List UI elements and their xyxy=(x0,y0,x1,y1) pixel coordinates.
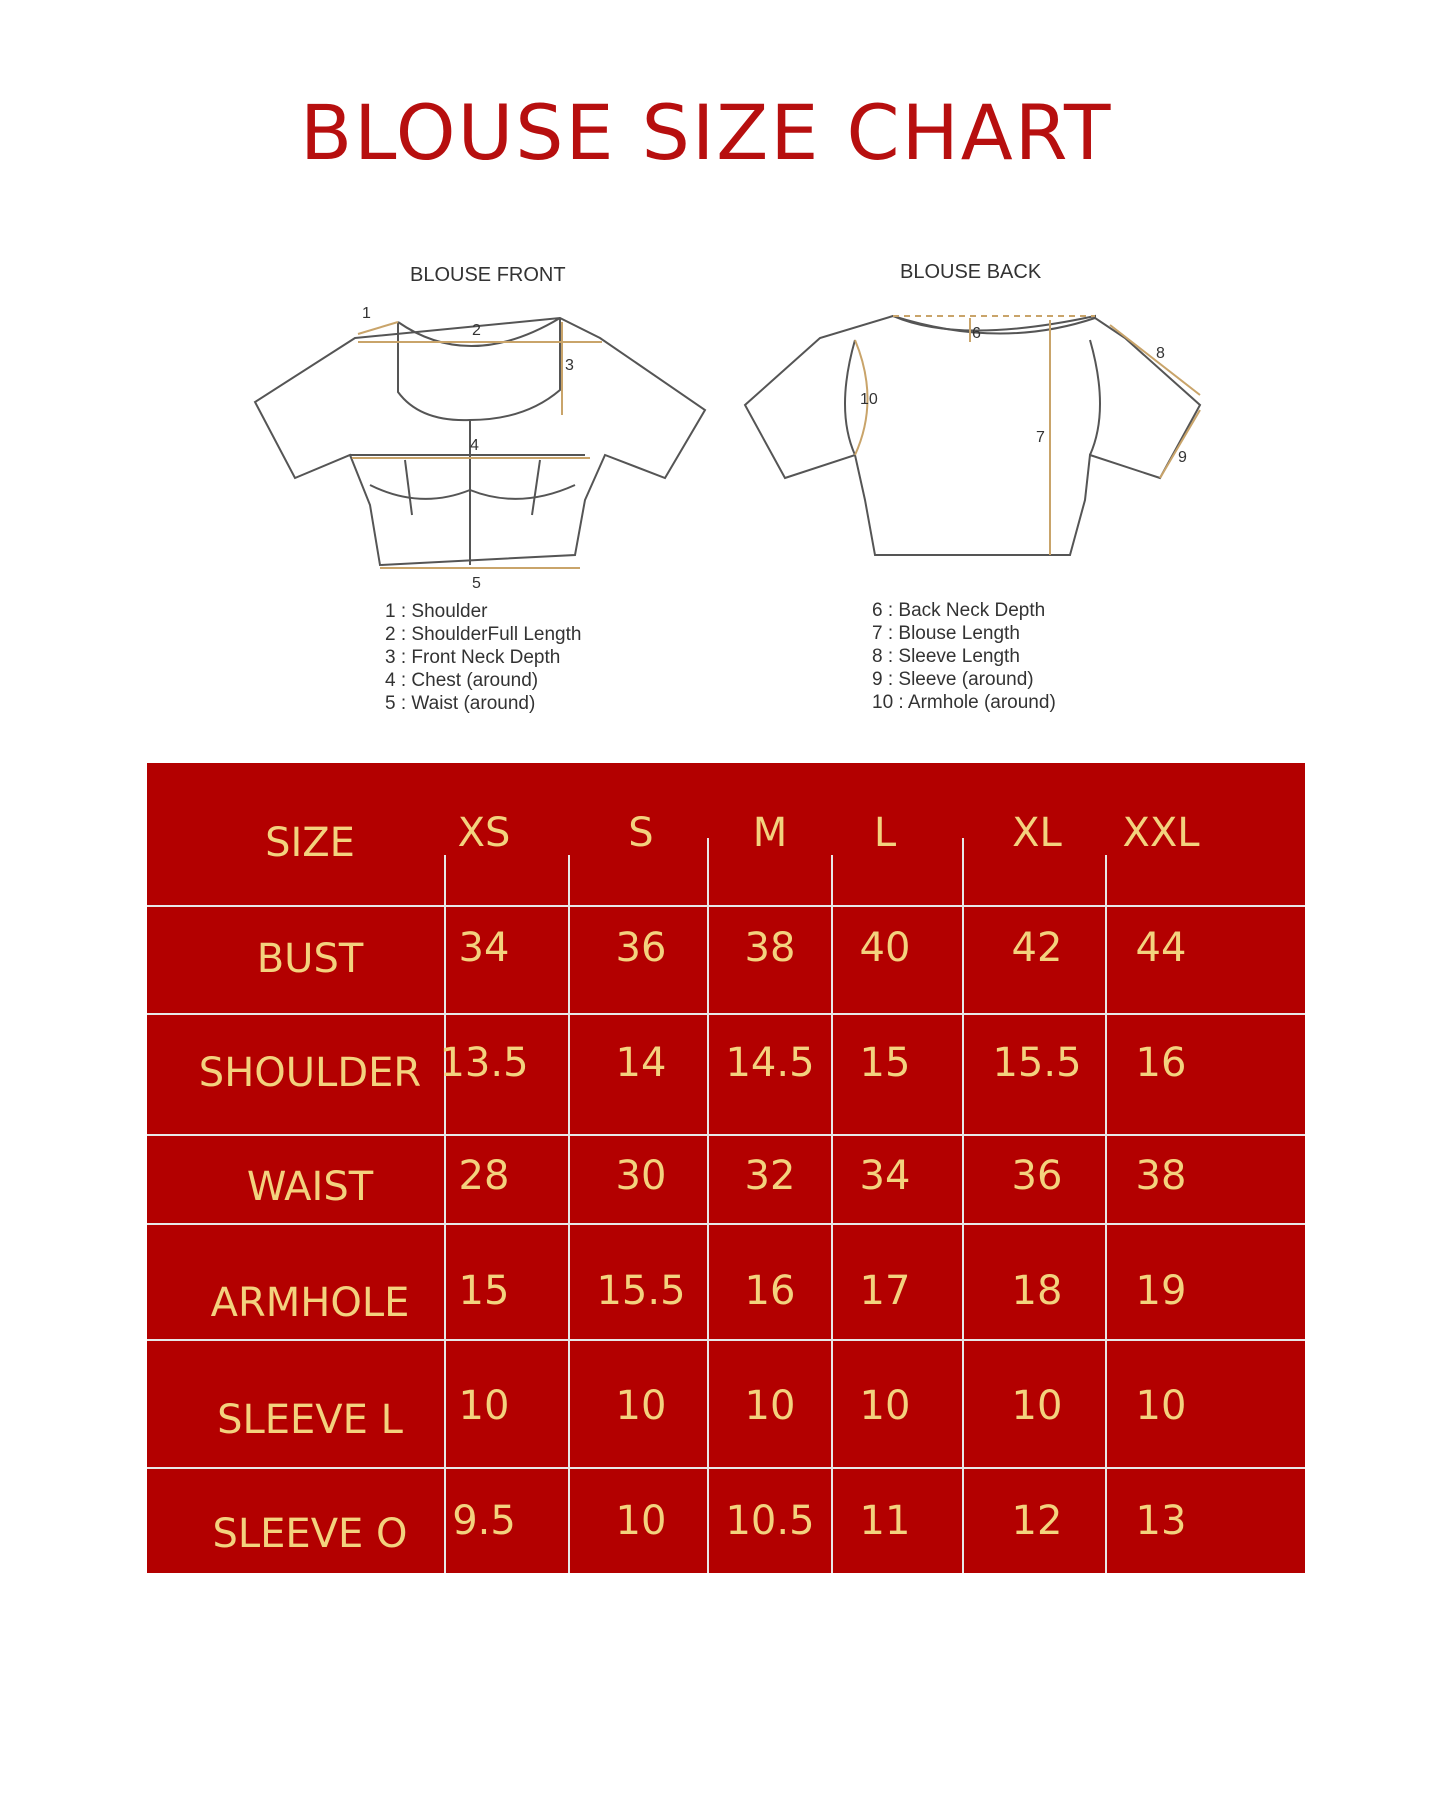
table-cell: 12 xyxy=(1011,1498,1063,1544)
row-divider xyxy=(147,1339,1305,1341)
table-cell: 17 xyxy=(859,1268,911,1314)
size-table xyxy=(147,763,1305,1573)
marker-1: 1 xyxy=(362,305,371,322)
col-divider xyxy=(1105,855,1107,1573)
marker-5: 5 xyxy=(472,575,481,592)
table-cell: 10 xyxy=(615,1383,667,1429)
blouse-front-outline xyxy=(255,318,705,565)
legend-item: 8 : Sleeve Length xyxy=(872,646,1020,667)
row-label: ARMHOLE xyxy=(210,1280,410,1326)
table-cell: 34 xyxy=(859,1153,911,1199)
table-cell: 14 xyxy=(615,1040,667,1086)
table-cell: 10 xyxy=(1135,1383,1187,1429)
table-cell: 19 xyxy=(1135,1268,1187,1314)
table-cell: 14.5 xyxy=(725,1040,815,1086)
row-divider xyxy=(147,1467,1305,1469)
legend-front xyxy=(385,600,581,715)
row-divider xyxy=(147,1134,1305,1136)
table-cell: 44 xyxy=(1135,925,1187,971)
header-xxl: XXL xyxy=(1122,810,1200,856)
marker-3: 3 xyxy=(565,357,574,374)
table-cell: 30 xyxy=(615,1153,667,1199)
marker-2: 2 xyxy=(472,322,481,339)
row-label: SHOULDER xyxy=(198,1050,422,1096)
marker-8: 8 xyxy=(1156,345,1165,362)
marker-7: 7 xyxy=(1036,429,1045,446)
row-divider xyxy=(147,1013,1305,1015)
table-cell: 10 xyxy=(744,1383,796,1429)
marker-9: 9 xyxy=(1178,449,1187,466)
table-cell: 32 xyxy=(744,1153,796,1199)
table-cell: 36 xyxy=(615,925,667,971)
table-cell: 15.5 xyxy=(992,1040,1082,1086)
marker-4: 4 xyxy=(470,437,479,454)
table-cell: 38 xyxy=(744,925,796,971)
table-cell: 38 xyxy=(1135,1153,1187,1199)
table-cell: 9.5 xyxy=(452,1498,516,1544)
legend-item: 7 : Blouse Length xyxy=(872,623,1020,644)
table-cell: 16 xyxy=(1135,1040,1187,1086)
header-xs: XS xyxy=(457,810,511,856)
legend-item: 4 : Chest (around) xyxy=(385,670,539,691)
table-cell: 15.5 xyxy=(596,1268,686,1314)
col-divider xyxy=(831,855,833,1573)
blouse-diagram xyxy=(0,0,1445,740)
row-label: SLEEVE O xyxy=(212,1511,408,1557)
col-divider xyxy=(568,855,570,1573)
marker-6: 6 xyxy=(972,325,981,342)
table-cell: 13.5 xyxy=(439,1040,529,1086)
header-m: M xyxy=(752,810,788,856)
blouse-back-outline xyxy=(745,316,1200,555)
table-cell: 28 xyxy=(458,1153,510,1199)
legend-back xyxy=(872,599,1056,714)
row-label: WAIST xyxy=(246,1164,374,1210)
col-divider xyxy=(962,838,964,1573)
table-cell: 10 xyxy=(1011,1383,1063,1429)
legend-item: 3 : Front Neck Depth xyxy=(385,647,561,668)
table-cell: 42 xyxy=(1011,925,1063,971)
header-size: SIZE xyxy=(265,820,355,866)
col-divider xyxy=(444,855,446,1573)
front-label: BLOUSE FRONT xyxy=(410,264,566,286)
table-cell: 15 xyxy=(458,1268,510,1314)
table-cell: 10 xyxy=(859,1383,911,1429)
back-measure-lines xyxy=(855,316,1200,555)
legend-item: 5 : Waist (around) xyxy=(385,693,536,714)
table-cell: 16 xyxy=(744,1268,796,1314)
table-cell: 34 xyxy=(458,925,510,971)
back-label: BLOUSE BACK xyxy=(900,261,1042,283)
legend-item: 9 : Sleeve (around) xyxy=(872,669,1034,690)
table-cell: 11 xyxy=(859,1498,911,1544)
row-divider xyxy=(147,905,1305,907)
header-s: S xyxy=(628,810,654,856)
table-cell: 13 xyxy=(1135,1498,1187,1544)
table-cell: 40 xyxy=(859,925,911,971)
col-divider xyxy=(707,838,709,1573)
row-label: BUST xyxy=(256,936,364,982)
marker-10: 10 xyxy=(860,391,878,408)
table-cell: 10 xyxy=(458,1383,510,1429)
legend-item: 1 : Shoulder xyxy=(385,601,488,622)
header-xl: XL xyxy=(1012,810,1062,856)
table-cell: 10 xyxy=(615,1498,667,1544)
legend-item: 6 : Back Neck Depth xyxy=(872,600,1046,621)
header-l: L xyxy=(873,810,897,856)
table-cell: 10.5 xyxy=(725,1498,815,1544)
table-cell: 15 xyxy=(859,1040,911,1086)
table-cell: 36 xyxy=(1011,1153,1063,1199)
legend-item: 10 : Armhole (around) xyxy=(872,692,1056,713)
table-cell: 18 xyxy=(1011,1268,1063,1314)
page-title: BLOUSE SIZE CHART xyxy=(300,88,1113,177)
row-divider xyxy=(147,1223,1305,1225)
legend-item: 2 : ShoulderFull Length xyxy=(385,624,582,645)
row-label: SLEEVE L xyxy=(217,1397,403,1443)
